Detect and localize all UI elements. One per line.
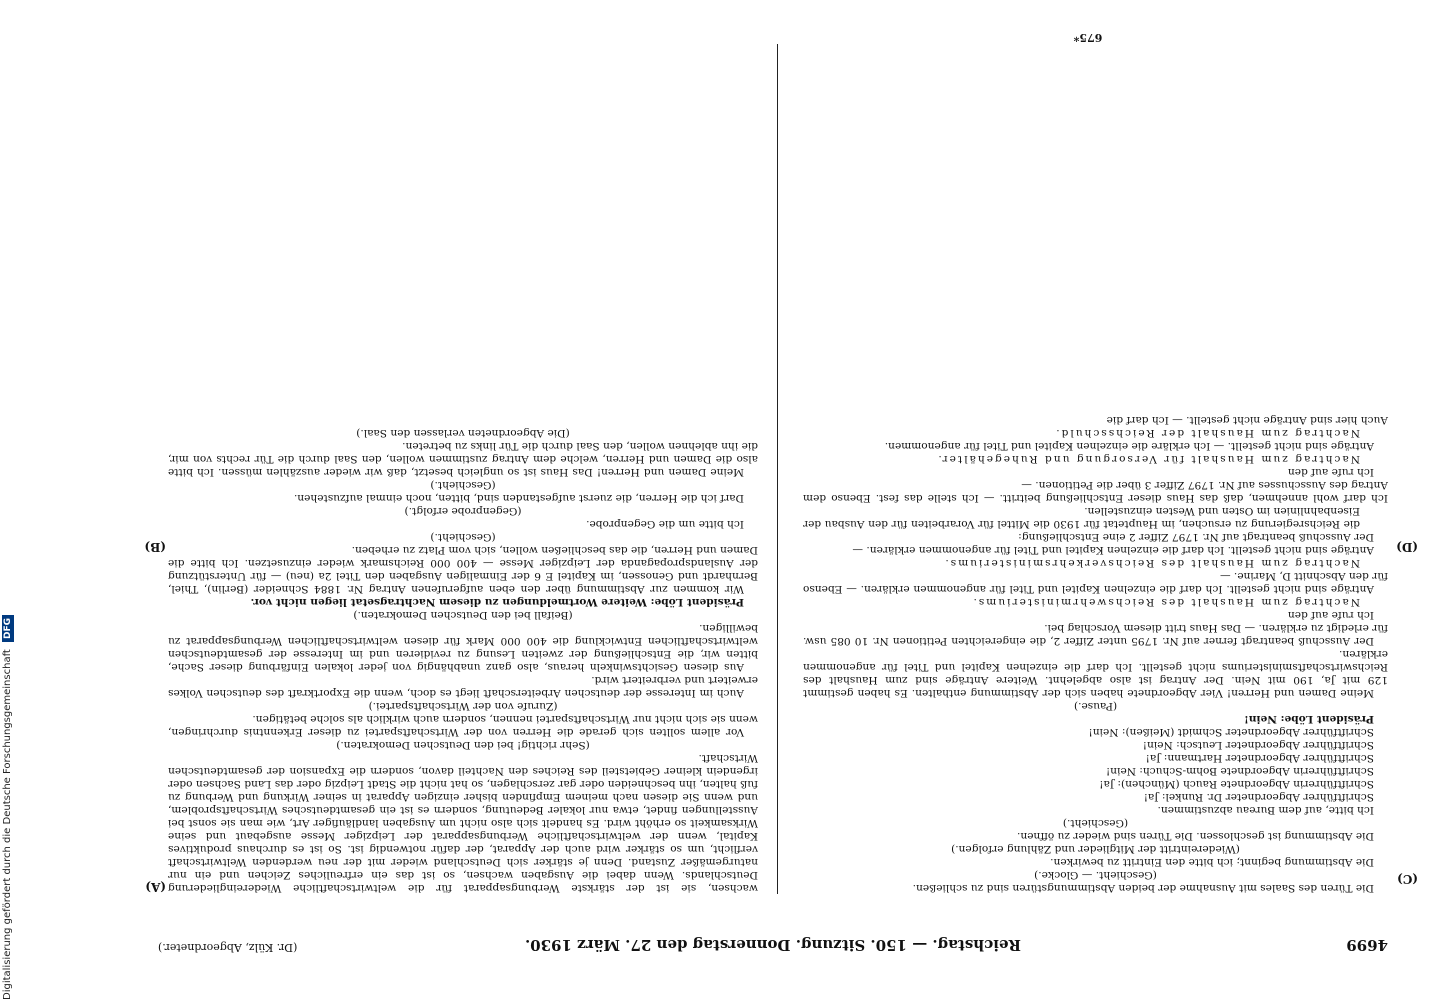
- sheet-signature: 675*: [1073, 31, 1103, 44]
- paragraph: Ich bitte um die Gegenprobe.: [586, 518, 744, 530]
- paragraph: Nachtrag zum Haushalt des Reichsverkehrsministeriums.: [943, 557, 1360, 569]
- paragraph: (Geschieht.): [430, 531, 496, 543]
- paragraph: (Gegenprobe erfolgt.): [404, 505, 522, 517]
- page-number: 4699: [1346, 936, 1388, 954]
- margin-mark-a: (A): [145, 880, 166, 894]
- paragraph: Ich darf wohl annehmen, daß das Haus dieser Entschließung beitritt. — Ich stelle das fest. Ebenso dem Antrag des Ausschusses auf Nr. 1797 Ziffer 3 über die Petitionen. —: [803, 479, 1388, 504]
- text-column-second: [168, 426, 758, 894]
- paragraph: Schriftführerin Abgeordnete Rauch (München): Ja!: [1099, 778, 1374, 790]
- paragraph: die Reichsregierung zu ersuchen, im Hauptetat für 1930 die Mittel für Vorarbeiten für den Ausbau der Eisenbahnlinien im Osten und Westen einzustellen.: [803, 505, 1360, 530]
- paragraph: Meine Damen und Herren! Das Haus ist so ungleich besetzt, daß wir wieder auszählen müssen. Ich bitte also die Damen und Herren, welche dem Antrag zustimmen wollen, den Saal durch die Tür rechts von mir, die ihn ablehnen wollen, den Saal durch die Tür links zu betreten.: [168, 440, 758, 478]
- digitization-credit: [2, 250, 18, 1000]
- paragraph: Meine Damen und Herren! Vier Abgeordnete haben sich der Abstimmung enthalten. Es haben gestimmt 129 mit Ja, 190 mit Nein. Der Antrag ist also abgelehnt. Weitere Anträge sind zum Haushalt des Reichswirtschaftsministeriums nicht gestellt. Ich darf die einzelnen Kapitel und Titel für angenommen erklären.: [803, 648, 1388, 699]
- paragraph: (Geschieht.): [430, 479, 496, 491]
- paragraph: (Pause.): [1073, 700, 1118, 712]
- margin-mark-c: (C): [1397, 872, 1418, 886]
- speaker-tag: (Dr. Külz, Abgeordneter.): [158, 941, 298, 954]
- paragraph: Die Türen des Saales mit Ausnahme der beiden Abstimmungstüren sind zu schließen.: [912, 882, 1374, 894]
- paragraph: Ich rufe auf den: [1287, 609, 1374, 621]
- credit-text: Digitalisierung gefördert durch die Deutsche Forschungsgemeinschaft: [2, 649, 13, 1000]
- paragraph: (Geschieht. — Glocke.): [1034, 869, 1157, 881]
- paragraph: Anträge sind nicht gestellt. Ich darf die einzelnen Kapitel und Titel für angenommen erklären. — Ebenso für den Abschnitt D, Marine. —: [803, 570, 1388, 595]
- paragraph: Nachtrag zum Haushalt der Reichsschuld.: [1054, 427, 1360, 439]
- page-content: [144, 24, 1418, 984]
- paragraph: Wir kommen zur Abstimmung über den eben aufgerufenen Antrag Nr. 1884 Schneider (Berlin), Thiel, Bernhardt und Genossen, im Kapitel E 6 der Einmaligen Ausgaben den Titel 2a (neu) — für Unterstützung der Auslandspropaganda der Leipziger Messe — 400 000 Reichsmark wieder einzusetzen. Ich bitte die Damen und Herren, die das beschließen wollen, sich vom Platz zu erheben.: [168, 544, 758, 595]
- paragraph: Auch hier sind Anträge nicht gestellt. — Ich darf die: [1106, 414, 1388, 426]
- paragraph: Schriftführer Abgeordneter Leutsch: Nein!: [1142, 739, 1374, 751]
- paragraph: Präsident Löbe: Nein!: [1244, 713, 1374, 725]
- paragraph: Der Ausschuß beantragt auf Nr. 1797 Ziffer 2 eine Entschließung:: [1018, 531, 1374, 543]
- paragraph: Darf ich die Herren, die zuerst aufgestanden sind, bitten, noch einmal aufzustehen.: [293, 492, 744, 504]
- running-header: [158, 914, 1388, 954]
- paragraph: Vor allem sollten sich gerade die Herren von der Wirtschaftspartei zu dieser Erkenntnis durchringen, wenn sie sich nicht nur Wirtschaftspartei nennen, sondern auch wirklich als solche betätigen.: [168, 713, 758, 738]
- paragraph: Ich bitte, auf dem Bureau abzustimmen.: [1157, 804, 1374, 816]
- paragraph: Schriftführer Abgeordneter Schmidt (Meißen): Nein!: [1088, 726, 1374, 738]
- dfg-logo-icon: DFG: [2, 615, 14, 642]
- paragraph: Anträge sind nicht gestellt. — Ich erkläre die einzelnen Kapitel und Titel für angenommen.: [884, 440, 1374, 452]
- paragraph: Die Abstimmung ist geschlossen. Die Türen sind wieder zu öffnen.: [1017, 830, 1374, 842]
- paragraph: Schriftführer Abgeordneter Dr. Runkel: Ja!: [1143, 791, 1374, 803]
- margin-mark-d: (D): [1396, 540, 1418, 554]
- paragraph: Schriftführerin Abgeordnete Bohm-Schuch: Nein!: [1105, 765, 1374, 777]
- paragraph: (Geschieht.): [1062, 817, 1129, 829]
- paragraph: Schriftführer Abgeordneter Hartmann: Ja!: [1145, 752, 1374, 764]
- text-column-first: [803, 413, 1388, 894]
- paragraph: wachsen, sie ist der stärkste Werbungsapparat für die weltwirtschaftliche Wiedereingliederung Deutschlands. Wenn dabei die Ausgaben wachsen, so ist das ein erfreuliches Zeichen und ein nur naturgemäßer Zustand. Denn je stärker sich Deutschland wieder mit der neu werdenden Weltwirtschaft verflicht, um so stärker wird auch der Apparat, der dafür notwendig ist. So ist es durchaus produktives Kapital, wenn der weltwirtschaftliche Werbungsapparat der Leipziger Messe ausgebaut und seine Wirksamkeit so erhöht wird. Es handelt sich also nicht um Ausgaben landläufiger Art, wie man sie sonst bei Ausstellungen findet, etwa nur lokaler Bedeutung, sondern es ist ein gesamtdeutsches Wirtschaftsproblem, und wenn Sie diesen nach meinem Empfinden bisher einzigen Apparat in seiner Wirkung und Werbung zu fuß halten, ihn beschneiden oder gar zerschlagen, so hat nicht die Stadt Leipzig oder das Land Sachsen oder irgendein kleiner Gebietsteil des Reiches den Nachteil davon, sondern die Expansion der gesamtdeutschen Wirtschaft.: [168, 752, 758, 894]
- paragraph: Die Abstimmung beginnt; ich bitte den Eintritt zu bewirken.: [1050, 856, 1374, 868]
- paragraph: Auch im Interesse der deutschen Arbeiterschaft liegt es doch, wenn die Exportkraft des deutschen Volkes erweitert und verbreitert wird.: [168, 674, 758, 699]
- paragraph: (Die Abgeordneten verlassen den Saal.): [356, 427, 570, 439]
- paragraph: (Zurufe von der Wirtschaftspartei.): [368, 700, 558, 712]
- paragraph: (Beifall bei den Deutschen Demokraten.): [353, 609, 573, 621]
- page-title: Reichstag. — 150. Sitzung. Donnerstag den 27. März 1930.: [525, 936, 1021, 954]
- paragraph: Anträge sind nicht gestellt. Ich darf die einzelnen Kapitel und Titel für angenommen erklären. —: [852, 544, 1374, 556]
- paragraph: Präsident Löbe: Weitere Wortmeldungen zu diesem Nachtragsetat liegen nicht vor.: [250, 596, 744, 608]
- paragraph: (Sehr richtig! bei den Deutschen Demokraten.): [336, 739, 590, 751]
- paragraph: Nachtrag zum Haushalt für Versorgung und Ruhegehälter.: [936, 453, 1360, 465]
- column-divider: [777, 44, 778, 894]
- paragraph: Aus diesen Gesichtswinkeln heraus, also ganz unabhängig von jeder lokalen Einfärbung dieser Sache, bitten wir, die Entschließung der zweiten Lesung zu revidieren und im Interesse der gesamtdeutschen weltwirtschaftlichen Entwicklung die 400 000 Mark für diesen weltwirtschaftlichen Werbungsapparat zu bewilligen.: [168, 622, 758, 673]
- paragraph: Nachtrag zum Haushalt des Reichswehrministeriums.: [971, 596, 1360, 608]
- paragraph: (Wiedereintritt der Mitglieder und Zählung erfolgen.): [951, 843, 1240, 855]
- paragraph: Der Ausschuß beantragt ferner auf Nr. 1795 unter Ziffer 2, die eingereichten Petitionen Nr. 10 085 usw. für erledigt zu erklären. — Das Haus tritt diesem Vorschlag bei.: [803, 622, 1388, 647]
- margin-mark-b: (B): [144, 540, 166, 554]
- paragraph: Ich rufe auf den: [1287, 466, 1374, 478]
